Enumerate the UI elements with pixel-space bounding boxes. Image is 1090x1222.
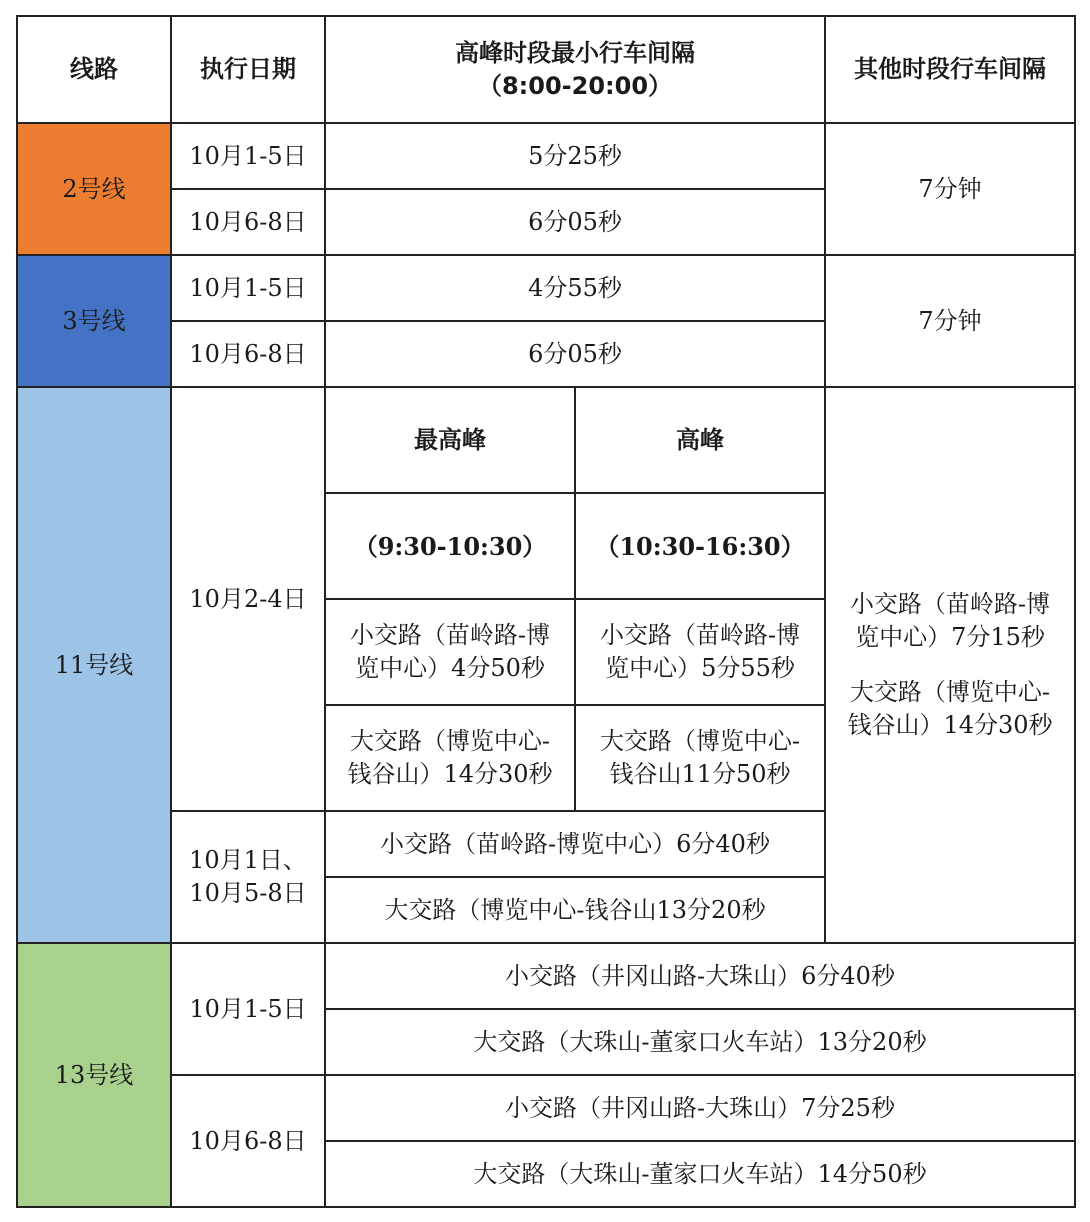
date-cell: 10月6-8日 bbox=[171, 321, 325, 387]
spacer bbox=[832, 654, 1068, 676]
peak-header: 高峰 bbox=[575, 387, 825, 493]
cell-line: 大交路（博览中心- bbox=[599, 727, 801, 755]
cell-line: 10月1日、 bbox=[189, 846, 307, 874]
header-date: 执行日期 bbox=[171, 16, 325, 123]
top-peak-time: （9:30-10:30） bbox=[325, 493, 575, 599]
header-other: 其他时段行车间隔 bbox=[825, 16, 1075, 123]
peak-interval-cell: 5分25秒 bbox=[325, 123, 825, 189]
peak-interval-cell: 6分05秒 bbox=[325, 189, 825, 255]
other-big-route-l2: 钱谷山）14分30秒 bbox=[847, 711, 1053, 739]
date-cell: 10月1-5日 bbox=[171, 943, 325, 1075]
table-row bbox=[17, 387, 1075, 493]
header-peak-hours: （8:00-20:00） bbox=[477, 71, 673, 100]
date-cell: 10月6-8日 bbox=[171, 1075, 325, 1207]
table-row bbox=[17, 123, 1075, 189]
small-route-peak bbox=[575, 599, 825, 705]
small-route-cell: 小交路（井冈山路-大珠山）6分40秒 bbox=[325, 943, 1075, 1009]
other-interval-cell: 7分钟 bbox=[825, 255, 1075, 387]
cell-line: 大交路（博览中心- bbox=[349, 727, 551, 755]
peak-time: （10:30-16:30） bbox=[575, 493, 825, 599]
big-route-top-peak bbox=[325, 705, 575, 811]
date-cell: 10月1-5日 bbox=[171, 123, 325, 189]
header-peak-title: 高峰时段最小行车间隔 bbox=[455, 38, 695, 67]
table-row bbox=[17, 255, 1075, 321]
cell-line: 钱谷山11分50秒 bbox=[609, 760, 791, 788]
header-line: 线路 bbox=[17, 16, 171, 123]
date-cell: 10月1-5日 bbox=[171, 255, 325, 321]
line-11-label: 11号线 bbox=[17, 387, 171, 943]
other-interval-cell: 7分钟 bbox=[825, 123, 1075, 255]
table-row bbox=[17, 943, 1075, 1009]
cell-line: 小交路（苗岭路-博 bbox=[349, 621, 551, 649]
other-big-route-l1: 大交路（博览中心- bbox=[849, 678, 1051, 706]
line-13-label: 13号线 bbox=[17, 943, 171, 1207]
header-peak bbox=[325, 16, 825, 123]
small-route-top-peak bbox=[325, 599, 575, 705]
date-cell: 10月2-4日 bbox=[171, 387, 325, 811]
big-route-cell: 大交路（大珠山-董家口火车站）13分20秒 bbox=[325, 1009, 1075, 1075]
cell-line: 10月5-8日 bbox=[189, 879, 307, 907]
schedule-table bbox=[16, 15, 1076, 1208]
small-route-cell: 小交路（井冈山路-大珠山）7分25秒 bbox=[325, 1075, 1075, 1141]
peak-interval-cell: 6分05秒 bbox=[325, 321, 825, 387]
peak-interval-cell: 4分55秒 bbox=[325, 255, 825, 321]
top-peak-header: 最高峰 bbox=[325, 387, 575, 493]
other-small-route-l1: 小交路（苗岭路-博 bbox=[849, 590, 1051, 618]
big-route-cell: 大交路（博览中心-钱谷山13分20秒 bbox=[325, 877, 825, 943]
cell-line: 览中心）4分50秒 bbox=[355, 654, 545, 682]
cell-line: 览中心）5分55秒 bbox=[605, 654, 795, 682]
table-row bbox=[17, 1075, 1075, 1141]
other-small-route-l2: 览中心）7分15秒 bbox=[855, 623, 1045, 651]
line-3-label: 3号线 bbox=[17, 255, 171, 387]
other-interval-cell bbox=[825, 387, 1075, 943]
date-cell bbox=[171, 811, 325, 943]
small-route-cell: 小交路（苗岭路-博览中心）6分40秒 bbox=[325, 811, 825, 877]
cell-line: 小交路（苗岭路-博 bbox=[599, 621, 801, 649]
header-row bbox=[17, 16, 1075, 123]
big-route-cell: 大交路（大珠山-董家口火车站）14分50秒 bbox=[325, 1141, 1075, 1207]
cell-line: 钱谷山）14分30秒 bbox=[347, 760, 553, 788]
line-2-label: 2号线 bbox=[17, 123, 171, 255]
big-route-peak bbox=[575, 705, 825, 811]
date-cell: 10月6-8日 bbox=[171, 189, 325, 255]
